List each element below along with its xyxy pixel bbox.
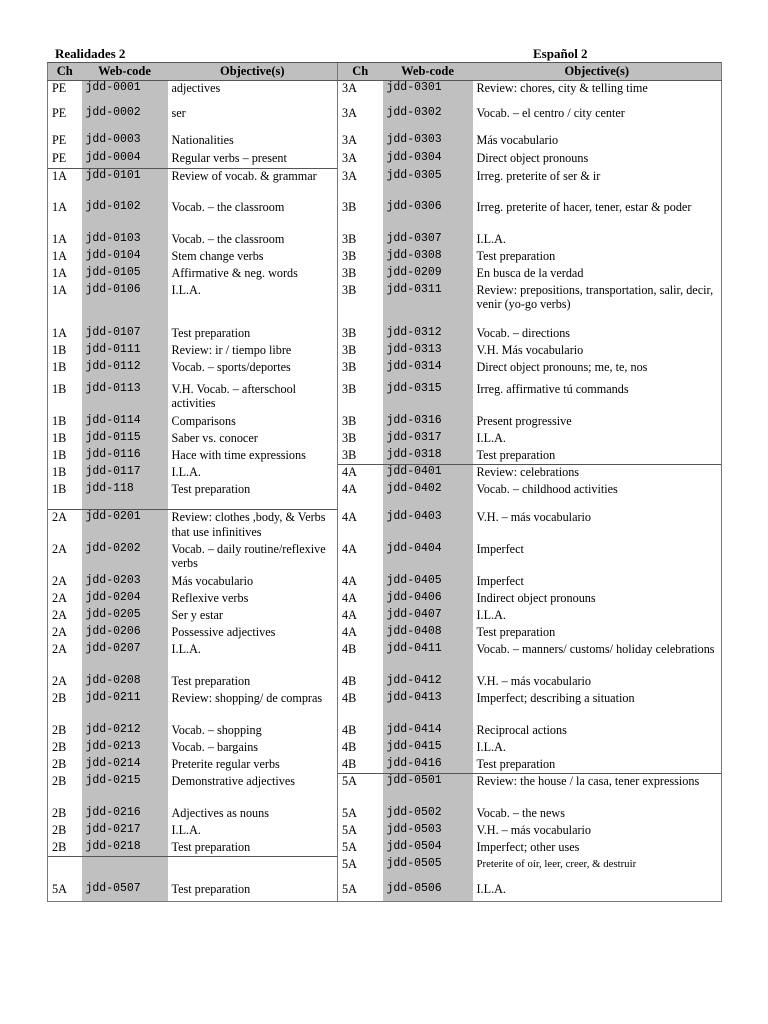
right-objective-cell: Imperfect; describing a situation xyxy=(473,691,722,723)
table-row xyxy=(48,877,722,902)
right-ch-cell: 3A xyxy=(338,151,383,169)
left-objective-cell: Vocab. – the classroom xyxy=(171,199,285,214)
right-webcode-cell: jdd-0505 xyxy=(383,857,473,877)
left-webcode-cell: jdd-0117 xyxy=(82,465,168,482)
left-ch-cell: PE xyxy=(48,151,82,169)
right-webcode-cell: jdd-0412 xyxy=(383,674,473,691)
right-ch-cell: 5A xyxy=(338,774,383,806)
left-webcode-cell: jdd-0216 xyxy=(82,806,168,823)
left-ch-cell: 2A xyxy=(48,542,82,574)
left-objective-cell: Affirmative & neg. words xyxy=(171,265,298,280)
left-ch-cell: 2B xyxy=(48,823,82,840)
right-objective-cell: V.H. Más vocabulario xyxy=(473,343,722,360)
right-webcode-cell: jdd-0305 xyxy=(383,169,473,200)
right-objective-cell: Vocab. – childhood activities xyxy=(473,482,722,510)
table-row xyxy=(48,823,722,840)
left-ch-cell: 2B xyxy=(48,806,82,823)
left-webcode-cell: jdd-118 xyxy=(82,482,168,510)
table-row xyxy=(48,642,722,674)
table-row xyxy=(48,169,722,200)
right-doc-title: Español 2 xyxy=(533,46,588,61)
left-ch-cell: 1B xyxy=(48,382,82,414)
table-row xyxy=(48,510,722,542)
table-row xyxy=(48,591,722,608)
left-objective-cell: I.L.A. xyxy=(171,641,201,656)
right-webcode-cell: jdd-0415 xyxy=(383,740,473,757)
right-ch-cell: 3B xyxy=(338,448,383,465)
left-objective-cell: Reflexive verbs xyxy=(171,590,249,605)
right-ch-cell: 5A xyxy=(338,806,383,823)
left-ch-cell: 2A xyxy=(48,574,82,591)
table-row xyxy=(48,106,722,133)
right-webcode-cell: jdd-0301 xyxy=(383,81,473,106)
table-body xyxy=(48,81,722,902)
right-objective-cell: Imperfect xyxy=(473,542,722,574)
table-row xyxy=(48,608,722,625)
right-webcode-cell: jdd-0311 xyxy=(383,283,473,326)
right-objective-cell: Test preparation xyxy=(473,448,722,465)
right-ch-cell: 3B xyxy=(338,266,383,283)
left-objective-cell: I.L.A. xyxy=(171,822,201,837)
right-ch-cell: 5A xyxy=(338,857,383,877)
left-objective-cell: Review: shopping/ de compras xyxy=(171,690,323,705)
table-row xyxy=(48,448,722,465)
left-objective-cell: I.L.A. xyxy=(171,464,201,479)
left-objective-cell: Vocab. – shopping xyxy=(171,722,262,737)
right-webcode-cell: jdd-0306 xyxy=(383,200,473,232)
right-ch-cell: 4B xyxy=(338,740,383,757)
left-objective-cell: I.L.A. xyxy=(171,282,201,297)
right-ch-cell: 3B xyxy=(338,382,383,414)
left-ch-cell: 2A xyxy=(48,591,82,608)
right-ch-cell: 3B xyxy=(338,200,383,232)
table-row xyxy=(48,81,722,106)
right-ch-cell: 4A xyxy=(338,591,383,608)
left-ch-cell: 1B xyxy=(48,465,82,482)
left-ch-cell: 1A xyxy=(48,232,82,249)
left-objective-cell: Stem change verbs xyxy=(171,248,264,263)
left-webcode-cell: jdd-0115 xyxy=(82,431,168,448)
right-webcode-cell: jdd-0303 xyxy=(383,133,473,151)
right-webcode-cell: jdd-0408 xyxy=(383,625,473,642)
left-objective-cell: Test preparation xyxy=(168,877,338,902)
left-ch-cell: 5A xyxy=(48,877,82,902)
left-objective-cell: adjectives xyxy=(171,81,221,95)
right-ch-cell: 3B xyxy=(338,343,383,360)
left-objective-cell: Adjectives as nouns xyxy=(171,805,269,820)
right-webcode-cell: jdd-0315 xyxy=(383,382,473,414)
left-webcode-cell: jdd-0212 xyxy=(82,723,168,740)
left-webcode-cell xyxy=(82,857,168,877)
left-ch-cell: 1A xyxy=(48,266,82,283)
right-webcode-cell: jdd-0411 xyxy=(383,642,473,674)
right-objective-cell: Test preparation xyxy=(473,757,722,774)
right-objective-cell: Vocab. – the news xyxy=(473,806,722,823)
right-ch-cell: 4A xyxy=(338,465,383,482)
right-webcode-cell: jdd-0503 xyxy=(383,823,473,840)
left-webcode-cell: jdd-0207 xyxy=(82,642,168,674)
left-ch-cell: 2A xyxy=(48,674,82,691)
right-webcode-cell: jdd-0502 xyxy=(383,806,473,823)
right-webcode-cell: jdd-0414 xyxy=(383,723,473,740)
left-webcode-cell: jdd-0218 xyxy=(82,840,168,857)
left-ch-cell: 2B xyxy=(48,740,82,757)
table-row xyxy=(48,691,722,723)
left-ch-cell: 2A xyxy=(48,625,82,642)
left-webcode-cell: jdd-0107 xyxy=(82,326,168,343)
table-row xyxy=(48,857,722,877)
left-webcode-cell: jdd-0104 xyxy=(82,249,168,266)
right-ch-cell: 4A xyxy=(338,608,383,625)
right-objective-cell: Vocab. – el centro / city center xyxy=(473,106,722,133)
table-row xyxy=(48,840,722,857)
right-objective-cell: Irreg. preterite of ser & ir xyxy=(473,169,722,200)
right-ch-cell: 3B xyxy=(338,414,383,431)
right-webcode-cell: jdd-0404 xyxy=(383,542,473,574)
right-webcode-cell: jdd-0209 xyxy=(383,266,473,283)
col-header-ch-right: Ch xyxy=(338,63,383,81)
right-objective-cell: Imperfect; other uses xyxy=(473,840,722,857)
right-objective-cell: I.L.A. xyxy=(473,608,722,625)
right-objective-cell: Review: the house / la casa, tener expressions xyxy=(473,774,722,806)
left-ch-cell: 2A xyxy=(48,510,82,542)
left-objective-cell: Test preparation xyxy=(171,325,251,340)
col-header-webcode-right: Web-code xyxy=(383,63,473,81)
left-webcode-cell: jdd-0202 xyxy=(82,542,168,574)
left-objective-cell: Regular verbs – present xyxy=(171,150,287,165)
table-row xyxy=(48,774,722,806)
right-ch-cell: 4B xyxy=(338,723,383,740)
table-row xyxy=(48,382,722,414)
right-ch-cell: 5A xyxy=(338,823,383,840)
right-webcode-cell: jdd-0406 xyxy=(383,591,473,608)
right-webcode-cell: jdd-0504 xyxy=(383,840,473,857)
left-webcode-cell: jdd-0211 xyxy=(82,691,168,723)
right-webcode-cell: jdd-0307 xyxy=(383,232,473,249)
right-objective-cell: V.H. – más vocabulario xyxy=(473,823,722,840)
left-ch-cell: 2B xyxy=(48,774,82,806)
left-ch-cell: 1A xyxy=(48,200,82,232)
left-webcode-cell: jdd-0205 xyxy=(82,608,168,625)
left-webcode-cell: jdd-0105 xyxy=(82,266,168,283)
left-webcode-cell: jdd-0214 xyxy=(82,757,168,774)
table-row xyxy=(48,723,722,740)
left-ch-cell: 2A xyxy=(48,608,82,625)
left-objective-cell: Review: clothes ,body, & Verbs that use infinitives xyxy=(168,510,338,542)
left-objective-cell: Test preparation xyxy=(171,839,251,854)
table-row xyxy=(48,757,722,774)
left-objective-cell: Possessive adjectives xyxy=(171,624,276,639)
right-ch-cell: 4B xyxy=(338,757,383,774)
table-header-row xyxy=(48,63,722,81)
right-ch-cell: 3B xyxy=(338,283,383,326)
left-ch-cell: 2B xyxy=(48,757,82,774)
left-webcode-cell: jdd-0215 xyxy=(82,774,168,806)
right-ch-cell: 3A xyxy=(338,81,383,106)
left-objective-cell: Demonstrative adjectives xyxy=(171,773,296,788)
right-webcode-cell: jdd-0407 xyxy=(383,608,473,625)
left-ch-cell: 1B xyxy=(48,360,82,382)
right-objective-cell: Test preparation xyxy=(473,249,722,266)
right-webcode-cell: jdd-0314 xyxy=(383,360,473,382)
left-objective-cell: ser xyxy=(171,105,186,120)
left-objective-cell xyxy=(168,857,338,877)
left-webcode-cell: jdd-0002 xyxy=(82,106,168,133)
right-webcode-cell: jdd-0308 xyxy=(383,249,473,266)
left-objective-cell: Vocab. – the classroom xyxy=(171,231,285,246)
left-webcode-cell: jdd-0001 xyxy=(82,81,168,106)
left-ch-cell: 2B xyxy=(48,840,82,857)
left-ch-cell: 2B xyxy=(48,691,82,723)
left-objective-cell: Vocab. – sports/deportes xyxy=(171,359,291,374)
left-webcode-cell: jdd-0213 xyxy=(82,740,168,757)
right-webcode-cell: jdd-0416 xyxy=(383,757,473,774)
left-ch-cell: 2B xyxy=(48,723,82,740)
table-row xyxy=(48,625,722,642)
right-webcode-cell: jdd-0304 xyxy=(383,151,473,169)
right-webcode-cell: jdd-0506 xyxy=(383,877,473,902)
left-ch-cell: PE xyxy=(48,133,82,151)
table-row xyxy=(48,806,722,823)
right-objective-cell: Review: prepositions, transportation, salir, decir, venir (yo-go verbs) xyxy=(473,283,722,326)
left-webcode-cell: jdd-0217 xyxy=(82,823,168,840)
right-webcode-cell: jdd-0403 xyxy=(383,510,473,542)
left-webcode-cell: jdd-0208 xyxy=(82,674,168,691)
right-objective-cell: Irreg. affirmative tú commands xyxy=(473,382,722,414)
right-objective-cell: Present progressive xyxy=(473,414,722,431)
right-ch-cell: 3B xyxy=(338,431,383,448)
left-webcode-cell: jdd-0204 xyxy=(82,591,168,608)
right-ch-cell: 4B xyxy=(338,642,383,674)
table-row xyxy=(48,414,722,431)
left-webcode-cell: jdd-0116 xyxy=(82,448,168,465)
table-row xyxy=(48,151,722,169)
left-doc-title: Realidades 2 xyxy=(55,46,126,61)
right-webcode-cell: jdd-0501 xyxy=(383,774,473,806)
right-webcode-cell: jdd-0413 xyxy=(383,691,473,723)
right-ch-cell: 3A xyxy=(338,133,383,151)
right-objective-cell: Indirect object pronouns xyxy=(473,591,722,608)
left-objective-cell: Comparisons xyxy=(171,413,236,428)
left-objective-cell: Review: ir / tiempo libre xyxy=(171,342,292,357)
right-objective-cell: Review: celebrations xyxy=(473,465,722,482)
left-webcode-cell: jdd-0101 xyxy=(82,169,168,200)
right-ch-cell: 3B xyxy=(338,326,383,343)
left-webcode-cell: jdd-0114 xyxy=(82,414,168,431)
right-ch-cell: 3B xyxy=(338,232,383,249)
left-ch-cell: 2A xyxy=(48,642,82,674)
col-header-objectives-left: Objective(s) xyxy=(168,63,338,81)
left-webcode-cell: jdd-0113 xyxy=(82,382,168,414)
right-objective-cell: I.L.A. xyxy=(473,431,722,448)
table-row xyxy=(48,465,722,482)
right-ch-cell: 3A xyxy=(338,106,383,133)
left-objective-cell: Más vocabulario xyxy=(171,573,254,588)
right-webcode-cell: jdd-0316 xyxy=(383,414,473,431)
right-objective-cell: I.L.A. xyxy=(473,232,722,249)
table-row xyxy=(48,249,722,266)
right-ch-cell: 4B xyxy=(338,691,383,723)
right-objective-cell: Test preparation xyxy=(473,625,722,642)
left-webcode-cell: jdd-0102 xyxy=(82,200,168,232)
table-row xyxy=(48,266,722,283)
table-row xyxy=(48,283,722,326)
table-row xyxy=(48,431,722,448)
right-objective-cell: Vocab. – manners/ customs/ holiday celebrations xyxy=(473,642,722,674)
right-ch-cell: 3B xyxy=(338,249,383,266)
right-objective-cell: Direct object pronouns xyxy=(473,151,722,169)
right-objective-cell: I.L.A. xyxy=(473,740,722,757)
right-ch-cell: 3A xyxy=(338,169,383,200)
right-webcode-cell: jdd-0405 xyxy=(383,574,473,591)
left-objective-cell: Nationalities xyxy=(171,132,234,147)
right-webcode-cell: jdd-0313 xyxy=(383,343,473,360)
table-row xyxy=(48,674,722,691)
right-objective-cell: Irreg. preterite of hacer, tener, estar & poder xyxy=(473,200,722,232)
table-row xyxy=(48,200,722,232)
right-objective-cell: V.H. – más vocabulario xyxy=(473,674,722,691)
right-webcode-cell: jdd-0317 xyxy=(383,431,473,448)
right-objective-cell: Reciprocal actions xyxy=(473,723,722,740)
left-objective-cell: Ser y estar xyxy=(171,607,223,622)
left-objective-cell: Test preparation xyxy=(171,481,251,496)
right-objective-cell: Imperfect xyxy=(473,574,722,591)
table-row xyxy=(48,232,722,249)
left-ch-cell: 1B xyxy=(48,343,82,360)
right-ch-cell: 4A xyxy=(338,625,383,642)
right-objective-cell: Direct object pronouns; me, te, nos xyxy=(473,360,722,382)
right-objective-cell: Preterite of oír, leer, creer, & destruir xyxy=(473,857,722,877)
left-webcode-cell: jdd-0003 xyxy=(82,133,168,151)
left-webcode-cell: jdd-0111 xyxy=(82,343,168,360)
table-row xyxy=(48,360,722,382)
right-webcode-cell: jdd-0318 xyxy=(383,448,473,465)
right-objective-cell: En busca de la verdad xyxy=(473,266,722,283)
left-webcode-cell: jdd-0112 xyxy=(82,360,168,382)
right-ch-cell: 5A xyxy=(338,840,383,857)
left-ch-cell: 1B xyxy=(48,448,82,465)
right-webcode-cell: jdd-0402 xyxy=(383,482,473,510)
left-ch-cell: 1B xyxy=(48,431,82,448)
col-header-objectives-right: Objective(s) xyxy=(473,63,722,81)
left-objective-cell: Saber vs. conocer xyxy=(171,430,258,445)
table-row xyxy=(48,326,722,343)
left-ch-cell: PE xyxy=(48,106,82,133)
table-row xyxy=(48,482,722,510)
left-ch-cell: 1B xyxy=(48,414,82,431)
right-objective-cell: V.H. – más vocabulario xyxy=(473,510,722,542)
left-ch-cell: 1A xyxy=(48,326,82,343)
right-webcode-cell: jdd-0302 xyxy=(383,106,473,133)
right-objective-cell: Review: chores, city & telling time xyxy=(473,81,722,106)
right-ch-cell: 5A xyxy=(338,877,383,902)
right-ch-cell: 4A xyxy=(338,510,383,542)
left-webcode-cell: jdd-0103 xyxy=(82,232,168,249)
right-ch-cell: 4A xyxy=(338,542,383,574)
right-ch-cell: 4A xyxy=(338,574,383,591)
col-header-webcode-left: Web-code xyxy=(82,63,168,81)
right-ch-cell: 4B xyxy=(338,674,383,691)
left-objective-cell: Vocab. – bargains xyxy=(171,739,259,754)
right-webcode-cell: jdd-0312 xyxy=(383,326,473,343)
table-row xyxy=(48,740,722,757)
right-ch-cell: 3B xyxy=(338,360,383,382)
table-row xyxy=(48,542,722,574)
left-objective-cell: Test preparation xyxy=(171,673,251,688)
right-objective-cell: Vocab. – directions xyxy=(473,326,722,343)
left-ch-cell: 1A xyxy=(48,169,82,200)
left-objective-cell: Preterite regular verbs xyxy=(171,756,280,771)
left-webcode-cell: jdd-0004 xyxy=(82,151,168,169)
left-objective-cell: Review of vocab. & grammar xyxy=(168,169,338,200)
right-objective-cell: Más vocabulario xyxy=(473,133,722,151)
left-objective-cell: Hace with time expressions xyxy=(171,447,306,462)
right-ch-cell: 4A xyxy=(338,482,383,510)
left-webcode-cell: jdd-0206 xyxy=(82,625,168,642)
right-objective-cell: I.L.A. xyxy=(473,877,722,902)
left-webcode-cell: jdd-0201 xyxy=(82,510,168,542)
right-webcode-cell: jdd-0401 xyxy=(383,465,473,482)
table-row xyxy=(48,343,722,360)
left-ch-cell: 1A xyxy=(48,283,82,326)
col-header-ch-left: Ch xyxy=(48,63,82,81)
webcode-table xyxy=(47,62,722,902)
left-webcode-cell: jdd-0203 xyxy=(82,574,168,591)
left-objective-cell: V.H. Vocab. – afterschool activities xyxy=(171,381,297,410)
left-objective-cell: Vocab. – daily routine/reflexive verbs xyxy=(171,541,326,570)
left-ch-cell: PE xyxy=(48,81,82,106)
table-row xyxy=(48,574,722,591)
table-row xyxy=(48,133,722,151)
left-ch-cell xyxy=(48,857,82,877)
left-webcode-cell: jdd-0507 xyxy=(82,877,168,902)
left-ch-cell: 1A xyxy=(48,249,82,266)
left-ch-cell: 1B xyxy=(48,482,82,510)
left-webcode-cell: jdd-0106 xyxy=(82,283,168,326)
